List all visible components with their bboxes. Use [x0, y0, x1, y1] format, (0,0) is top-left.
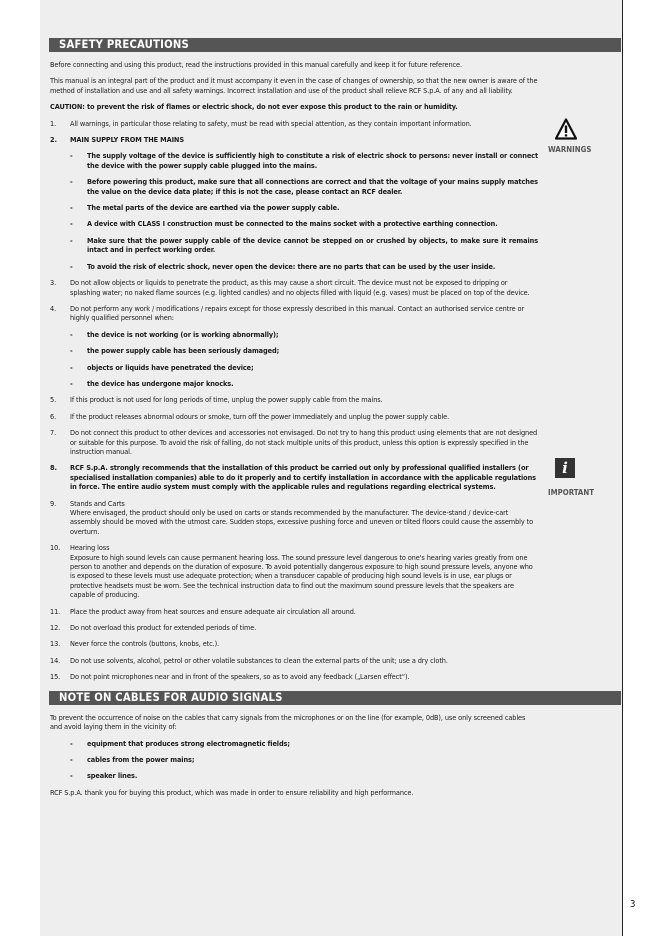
sub-item — [50, 203, 538, 212]
dash-bullet: - — [70, 329, 73, 339]
item-number: 3. — [50, 278, 57, 288]
sub-item-text: Make sure that the power supply cable of the device cannot be stepped on or crushed by objects, to make sure it remains intact and in perfect working order. — [87, 235, 538, 255]
section-heading-safety: SAFETY PRECAUTIONS — [49, 38, 621, 52]
caution-text: CAUTION: to prevent the risk of flames or electric shock, do not ever expose this product to the rain or humidity. — [50, 102, 458, 112]
item-number: 14. — [50, 655, 61, 665]
item-number: 13. — [50, 639, 61, 649]
dash-bullet: - — [70, 754, 73, 764]
list-item — [50, 304, 538, 323]
page-edge-rule — [622, 0, 623, 936]
item-number: 12. — [50, 623, 61, 633]
sub-item — [50, 236, 538, 255]
item-title: Stands and Carts — [70, 498, 125, 508]
list-item — [50, 499, 538, 537]
item-text: Do not point microphones near and in front of the speakers, so as to avoid any feedback („Larsen effect“). — [70, 672, 410, 682]
sub-item-text: Before powering this product, make sure that all connections are correct and that the voltage of your mains supply matches the value on the device data plate; if this is not the case, please contact an RCF dealer. — [87, 177, 538, 196]
item-number: 2. — [50, 135, 57, 145]
item-text: Do not allow objects or liquids to penetrate the product, as this may cause a short circuit. The device must not be exposed to dripping or splashing water; no naked flame sources (e.g. lighted candles) and no objects filled with liquid (e.g. vases) must be placed on top of the device. — [70, 278, 530, 297]
info-icon: i — [555, 458, 575, 478]
item-text: Never force the controls (buttons, knobs, etc.). — [70, 639, 220, 649]
item-text: Do not overload this product for extended periods of time. — [70, 623, 257, 633]
list-item — [50, 623, 538, 632]
dash-bullet: - — [70, 738, 73, 748]
list-item — [50, 135, 538, 144]
sub-item-text: the device is not working (or is working abnormally); — [87, 329, 279, 339]
list-item — [50, 639, 538, 648]
dash-bullet: - — [70, 219, 73, 229]
sub-item-text: the power supply cable has been seriously damaged; — [87, 346, 280, 356]
sub-item-text: The metal parts of the device are earthed via the power supply cable. — [87, 203, 340, 213]
dash-bullet: - — [70, 378, 73, 388]
cables-intro: To prevent the occurrence of noise on the cables that carry signals from the microphones or on the line (for example, 0dB), use only screened cables and avoid laying them in the vicinity of: — [50, 712, 526, 732]
list-item — [50, 672, 538, 681]
item-text: Do not connect this product to other devices and accessories not envisaged. Do not try to hang this product using elements that are not designed or suitable for this purpose. To avoid the risk of falling, do not stack multiple units of this product, unless this option is expressly specified in the instruction manual. — [70, 428, 538, 456]
sub-item-text: The supply voltage of the device is sufficiently high to constitute a risk of electric shock to persons: never install or connect the device with the power supply cable plugged into the mains. — [87, 151, 538, 170]
dash-bullet: - — [70, 235, 73, 245]
intro-paragraph: This manual is an integral part of the product and it must accompany it even in the case of changes of ownership, so that the new owner is aware of the method of installation and use and all safety warnings. Incorrect installation and use of the product shall relieve RCF S.p.A. of any and all liability. — [50, 76, 538, 95]
item-number: 11. — [50, 606, 61, 616]
item-text: RCF S.p.A. strongly recommends that the installation of this product be carried out only by professional qualified installers (or specialised installation companies) able to do it properly and to certify installation in accordance with the applicable regulations in force. The entire audio system must comply with the applicable rules and regulations regarding electrical systems. — [70, 463, 536, 492]
item-text: Do not use solvents, alcohol, petrol or other volatile substances to clean the external parts of the unit; use a dry cloth. — [70, 655, 448, 665]
dash-bullet: - — [70, 261, 73, 271]
sub-item — [50, 330, 538, 339]
sub-item — [50, 363, 538, 372]
item-title: Hearing loss — [70, 543, 110, 553]
sub-item — [50, 219, 538, 228]
dash-bullet: - — [70, 771, 73, 781]
sub-item — [50, 177, 538, 196]
sub-item — [50, 771, 538, 780]
dash-bullet: - — [70, 346, 73, 356]
manual-content — [50, 38, 538, 804]
important-marker — [548, 458, 608, 497]
sub-item — [50, 262, 538, 271]
sub-item-text: To avoid the risk of electric shock, never open the device: there are no parts that can be used by the user inside. — [87, 261, 496, 271]
item-text: Exposure to high sound levels can cause permanent hearing loss. The sound pressure level dangerous to one's hearing varies greatly from one person to another and depends on the duration of exposure. To avoid potentially dangerous exposure to high sound pressure levels, anyone who is exposed to these levels must use adequate protection; when a transducer capable of producing high sound levels is in use, ear plugs or protective headsets must be worn. See the technical instruction data to find out the maximum sound pressure levels that the speakers are capable of producing. — [70, 552, 533, 600]
dash-bullet: - — [70, 362, 73, 372]
sub-item-text: the device has undergone major knocks. — [87, 378, 234, 388]
intro-paragraph: Before connecting and using this product, read the instructions provided in this manual carefully and keep it for future reference. — [50, 60, 462, 69]
dash-bullet: - — [70, 177, 73, 187]
list-item — [50, 428, 538, 456]
list-item — [50, 395, 538, 404]
list-item — [50, 412, 538, 421]
closing-text: RCF S.p.A. thank you for buying this product, which was made in order to ensure reliability and high performance. — [50, 787, 414, 797]
list-item — [50, 607, 538, 616]
warnings-label: WARNINGS — [548, 145, 592, 154]
item-number: 5. — [50, 395, 57, 405]
list-item — [50, 543, 538, 599]
warnings-marker — [548, 118, 608, 154]
item-text: Where envisaged, the product should only be used on carts or stands recommended by the manufacturer. The device-stand / device-cart assembly should be moved with the utmost care. Sudden stops, excessive pushing force and uneven or tilted floors could cause the assembly to overturn. — [70, 508, 534, 536]
item-text: Do not perform any work / modifications / repairs except for those expressly described in this manual. Contact an authorised service centre or highly qualified personnel when: — [70, 303, 525, 323]
important-label: IMPORTANT — [548, 488, 595, 497]
item-text: Place the product away from heat sources and ensure adequate air circulation all around. — [70, 606, 356, 616]
sub-item — [50, 755, 538, 764]
dash-bullet: - — [70, 203, 73, 213]
sub-item-text: equipment that produces strong electromagnetic fields; — [87, 738, 290, 748]
sub-item — [50, 151, 538, 170]
item-number: 1. — [50, 118, 57, 128]
item-number: 10. — [50, 543, 61, 553]
section-heading-cables: NOTE ON CABLES FOR AUDIO SIGNALS — [49, 691, 621, 705]
warning-triangle-icon — [555, 118, 577, 140]
sub-item-text: cables from the power mains; — [87, 754, 195, 764]
page-number: 3 — [630, 899, 636, 910]
item-text: All warnings, in particular those relating to safety, must be read with special attention, as they contain important information. — [70, 118, 472, 128]
item-text: If the product releases abnormal odours or smoke, turn off the power immediately and unplug the power supply cable. — [70, 411, 450, 421]
item-number: 8. — [50, 463, 57, 473]
sub-item-text: objects or liquids have penetrated the device; — [87, 362, 254, 372]
item-text: MAIN SUPPLY FROM THE MAINS — [70, 135, 184, 145]
item-number: 4. — [50, 303, 57, 313]
item-number: 9. — [50, 498, 57, 508]
item-text: If this product is not used for long periods of time, unplug the power supply cable from the mains. — [70, 395, 383, 405]
item-number: 7. — [50, 428, 57, 438]
sub-item — [50, 739, 538, 748]
dash-bullet: - — [70, 151, 73, 161]
list-item — [50, 119, 538, 128]
sub-item-text: speaker lines. — [87, 771, 138, 781]
list-item — [50, 278, 538, 297]
list-item — [50, 463, 538, 491]
item-number: 15. — [50, 672, 61, 682]
sub-item — [50, 346, 538, 355]
item-number: 6. — [50, 411, 57, 421]
sub-item-text: A device with CLASS I construction must be connected to the mains socket with a protective earthing connection. — [87, 219, 498, 229]
list-item — [50, 656, 538, 665]
sub-item — [50, 379, 538, 388]
